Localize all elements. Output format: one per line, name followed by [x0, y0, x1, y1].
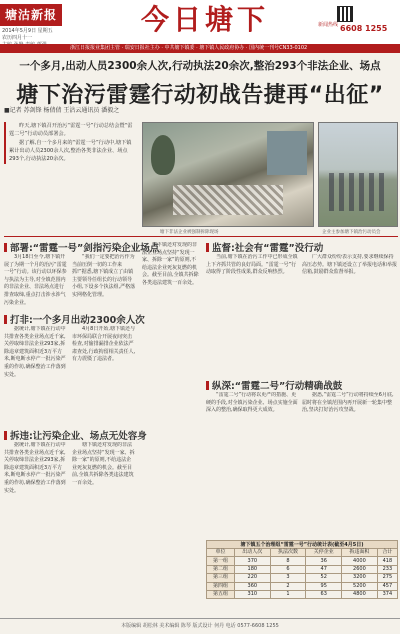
table-row — [207, 590, 398, 598]
section-heading — [4, 428, 147, 442]
tree-shape — [151, 135, 175, 175]
rubble-shape — [173, 185, 283, 215]
table-cell: 3 — [270, 574, 306, 582]
article-column — [72, 254, 136, 310]
statistics-table — [206, 540, 398, 599]
lead-paragraph: 据了解,自一个多月来的“雷霆一号”行动中,塘下镇累计出动人员2300余人次,整治各类非法企业、场点293个,行动执法20余次。 — [9, 140, 132, 162]
table-cell: 第四组 — [207, 582, 235, 590]
table-cell: 275 — [377, 574, 397, 582]
paragraph: “雷霆二号”行动将以更严的措施、更硬的手段,对全镇污染企业、场点实施全面深入的整治,确保取得更大成效。 — [206, 392, 298, 414]
data-table — [206, 548, 398, 599]
table-cell: 第一组 — [207, 557, 235, 565]
paragraph: 据悉,“雷霆二号”行动将持续至6月底,届时将在全镇范围内再开展新一轮集中整治,坚决打好治污攻坚战。 — [302, 392, 394, 414]
paragraph: 塘下镇还对发现的非法企业场点坚持“发现一家、拆除一家”的原则,不给违法企业死灰复燃的机会。截至目前,全镇共拆除各类违法建筑一百余处。 — [72, 442, 135, 486]
article-column — [302, 392, 398, 536]
section-title: 纵深:“雷霆二号”行动精确战鼓 — [212, 381, 343, 392]
table-cell: 63 — [306, 590, 342, 598]
page-footer: 本版编辑 胡松林 美术编辑 陈琴 版式设计 何丹 电话 0577-6608 1255 — [0, 618, 400, 634]
section-heading — [4, 240, 159, 254]
table-cell: 1 — [270, 590, 306, 598]
table-header-cell: 关停企业 — [306, 549, 342, 557]
heading-marker-icon — [206, 243, 209, 252]
table-header-cell: 拆违面积 — [342, 549, 378, 557]
article-column — [302, 254, 398, 374]
water-shape — [267, 131, 307, 175]
photo-caption: 塘下非法企业被强制拆除现场 — [160, 230, 219, 235]
lead-text — [4, 122, 136, 164]
lead-paragraph: 昨天,塘下镇召开治污“雷霆一号”行动总结会暨“雷霆二号”行动动员部署会。 — [9, 123, 133, 137]
table-cell: 第二组 — [207, 565, 235, 573]
table-cell: 233 — [377, 565, 397, 573]
table-cell: 220 — [234, 574, 270, 582]
masthead — [0, 0, 400, 52]
page-title: 今日塘下 — [140, 3, 269, 36]
table-cell: 3200 — [342, 574, 378, 582]
table-cell: 36 — [306, 557, 342, 565]
table-cell: 第三组 — [207, 574, 235, 582]
heading-marker-icon — [4, 431, 7, 440]
table-row — [207, 565, 398, 573]
table-cell: 47 — [306, 565, 342, 573]
article-column — [4, 442, 68, 612]
article-column — [72, 326, 136, 424]
article-column — [206, 254, 298, 374]
section-title: 监督:社会有“雷霆”没行动 — [212, 243, 324, 254]
paragraph: 广大群众纷纷表示支持,要求继续保持高压态势。塘下镇还设立了举报电话和举报信箱,鼓励群众监督举报。 — [302, 254, 398, 276]
paragraph: 塘下镇还对发现的非法企业场点坚持“发现一家、拆除一家”的原则,不给违法企业死灰复燃的机会。截至目前,全镇共拆除各类违法建筑一百余处。 — [142, 242, 199, 286]
section-heading — [206, 378, 342, 392]
paragraph: 当前,塘下镇在治污工作中已形成全镇上下齐抓共管的良好局面。“雷霆一号”行动取得了阶段性成果,群众反响热烈。 — [206, 254, 298, 276]
article-column — [4, 326, 68, 424]
phone-number: 6608 1255 — [340, 24, 388, 33]
table-row — [207, 582, 398, 590]
table-cell: 第五组 — [207, 590, 235, 598]
table-cell: 418 — [377, 557, 397, 565]
table-cell: 374 — [377, 590, 397, 598]
section-heading — [206, 240, 323, 254]
article-column — [142, 242, 200, 612]
table-cell: 4000 — [342, 557, 378, 565]
heading-marker-icon — [4, 315, 7, 324]
table-cell: 180 — [234, 565, 270, 573]
table-cell: 457 — [377, 582, 397, 590]
article-column — [4, 254, 68, 310]
side-photo — [318, 122, 398, 227]
date-line: 农历四月十一 — [2, 35, 33, 41]
table-cell: 95 — [306, 582, 342, 590]
paragraph: 据统计,塘下镇在行动中共排查各类企业场点近千家,关停取缔非法企业293家,拆除违章建筑面积近3万平方米,断电断水停产一批污染严重的作坊,确保整治工作落到实处。 — [4, 442, 66, 494]
heading-marker-icon — [206, 381, 209, 390]
divider — [4, 236, 398, 237]
table-cell: 370 — [234, 557, 270, 565]
table-header-row — [207, 549, 398, 557]
main-photo — [142, 122, 314, 227]
table-cell: 8 — [270, 557, 306, 565]
paragraph: 据统计,塘下镇在行动中共排查各类企业场点近千家,关停取缔非法企业293家,拆除违章建筑面积近3万平方米,断电断水停产一批污染严重的作坊,确保整治工作落到实处。 — [4, 326, 66, 378]
table-header-cell: 单位 — [207, 549, 235, 557]
qr-code-icon — [337, 6, 353, 22]
table-cell: 5200 — [342, 582, 378, 590]
audience-shape — [329, 173, 389, 211]
section-title: 打非:一个多月出动2300余人次 — [10, 315, 145, 326]
main-headline: 塘下治污雷霆行动初战告捷再“出征” — [16, 83, 384, 108]
table-cell: 2 — [270, 582, 306, 590]
section-title: 拆违:让污染企业、场点无处容身 — [10, 431, 147, 442]
table-header-cell: 合计 — [377, 549, 397, 557]
table-cell: 52 — [306, 574, 342, 582]
paragraph: 3月18日至今,塘下镇开展了为期一个月的治污“雷霆一号”行动。该行动以环保参与执法为主导,对全镇范围内的非法企业、非法场点进行排查取缔,重点打击涉水涉气污染企业。 — [4, 254, 67, 306]
heading-marker-icon — [4, 243, 7, 252]
paragraph: “我们一定要把治污作为当前压倒一切的工作来抓!”据悉,塘下镇成立了由镇主要领导任组长的行动领导小组,下设多个执法组,严格落实网格化管理。 — [72, 254, 136, 298]
table-cell: 6 — [270, 565, 306, 573]
newspaper-logo: 塘沽新报 — [0, 4, 62, 26]
section-title: 部署:“雷霆一号”剑指污染企业场点 — [10, 243, 160, 254]
table-header-cell: 出动人次 — [234, 549, 270, 557]
paragraph: 4月8日开始,塘下镇还与市环保局联合开展夜间突击检查,对偷排漏排企业依法严肃查处,行政拘留相关责任人,有力震慑了违法者。 — [72, 326, 136, 363]
section-heading — [4, 312, 145, 326]
table-title: 塘下镇五个治理组“雷霆一号”行动统计表(截至4月5日) — [206, 540, 398, 548]
table-cell: 2600 — [342, 565, 378, 573]
byline: ■记者 苏剑锋 杨倩倩 王沾云通讯员 潘毅之 — [4, 107, 120, 114]
photo-caption: 企业主参加塘下镇治污动员会 — [322, 230, 381, 235]
subheadline: 一个多月,出动人员2300余人次,行动执法20余次,整治293个非法企业、场点 — [19, 60, 381, 72]
table-cell: 360 — [234, 582, 270, 590]
article-column — [206, 392, 298, 536]
masthead-red-bar: 浙江日报报业集团主管 · 瑞安日报社主办 · 中共塘下镇委 · 塘下镇人民政府协办 · 国内统一刊号CN33-0102 — [0, 44, 400, 53]
table-cell: 4800 — [342, 590, 378, 598]
date-line: 2014年5月9日 星期五 — [2, 28, 53, 34]
article-column — [72, 442, 136, 612]
table-row — [207, 574, 398, 582]
table-cell: 310 — [234, 590, 270, 598]
table-header-cell: 执法次数 — [270, 549, 306, 557]
phone-label: 新闻热线 — [317, 22, 338, 28]
table-row — [207, 557, 398, 565]
